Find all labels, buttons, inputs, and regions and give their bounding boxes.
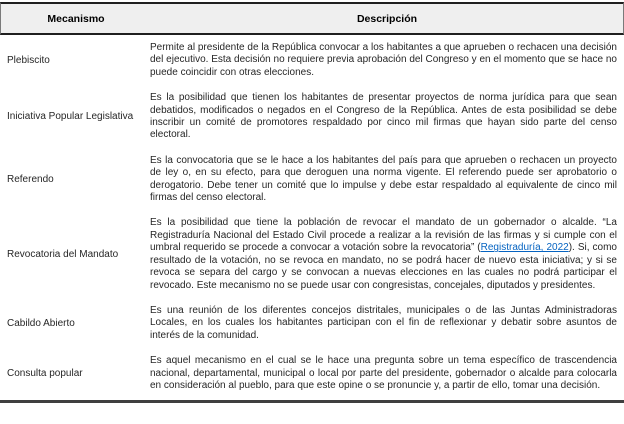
table-row [0,298,624,348]
table-row [0,348,624,398]
description-cell: Es una reunión de los diferentes concejos distritales, municipales o de las Juntas Administradoras Locales, en los cuales los habitantes participan con el fin de reflexionar y debatir sobre asuntos de interés de la comunidad. [150,304,617,341]
column-header-description: Descripción [356,12,418,25]
description-cell: Es la convocatoria que se le hace a los habitantes del país para que aprueben o rechacen un proyecto de ley o, en su efecto, para que deroguen una norma vigente. El referendo puede ser aprobatorio o derogatorio. Debe tener un comité que lo impulse y debe estar respaldado al equivalente de cinco mil firmas del censo electoral. [150,154,617,204]
description-cell [150,217,624,291]
table-bottom-border [0,400,624,403]
table-row [0,148,624,211]
description-cell: Es aquel mecanismo en el cual se le hace una pregunta sobre un tema específico de trascendencia nacional, departamental, municipal o local por parte del presidente, gobernador o alcalde para colocarla en consideración al pueblo, para que este opine o se pronuncie y, a partir de ello, tomar una decisión. [150,355,617,391]
table-header-row [0,2,624,35]
mechanism-cell: Referendo [7,173,54,185]
description-text-before-citation: Es la posibilidad que tiene la población de revocar el mandato de un gobernador o alcalde. “La Registraduría Nacional del Estado Civil procede a realizar a la revisión de las firmas y si cumple con el umbral requerido se procede a convocar a votación sobre la revocatoria” ( [150,217,617,254]
column-header-mechanism: Mecanismo [47,12,105,25]
description-text-after-citation: ). Si, como resultado de la votación, no se revoca en mandato, no se podrá hacer de nuevo esta iniciativa; y si se revoca se separa del cargo y se convocan a nuevas elecciones en las cuales no podrá participar el revocado. Este mecanismo no se puede usar con congresistas, concejales, diputados y presidentes. [150,242,617,291]
mechanism-cell: Cabildo Abierto [7,317,75,329]
mechanism-cell: Plebiscito [7,54,50,66]
mechanism-cell: Consulta popular [7,367,83,379]
table-row [0,85,624,148]
description-cell: Permite al presidente de la República convocar a los habitantes a que aprueben o rechacen una decisión del ejecutivo. Esta decisión no requiere previa aprobación del Congreso y en el momento que se hace no puede coincidir con otras elecciones. [150,42,617,78]
mechanism-cell: Revocatoria del Mandato [7,248,119,260]
description-cell: Es la posibilidad que tienen los habitantes de presentar proyectos de norma jurídica para que sean debatidos, modificados o negados en el Congreso de la República. Antes de esta posibilidad se debe inscribir un comité de promotores respaldado por cinco mil firmas que hayan sido parte del censo electoral. [150,92,617,141]
table-row [0,35,624,85]
table-row [0,210,624,297]
mechanism-cell: Iniciativa Popular Legislativa [7,111,134,123]
table-body [0,35,624,398]
registraduria-citation-link[interactable]: Registraduría, 2022 [480,242,569,254]
